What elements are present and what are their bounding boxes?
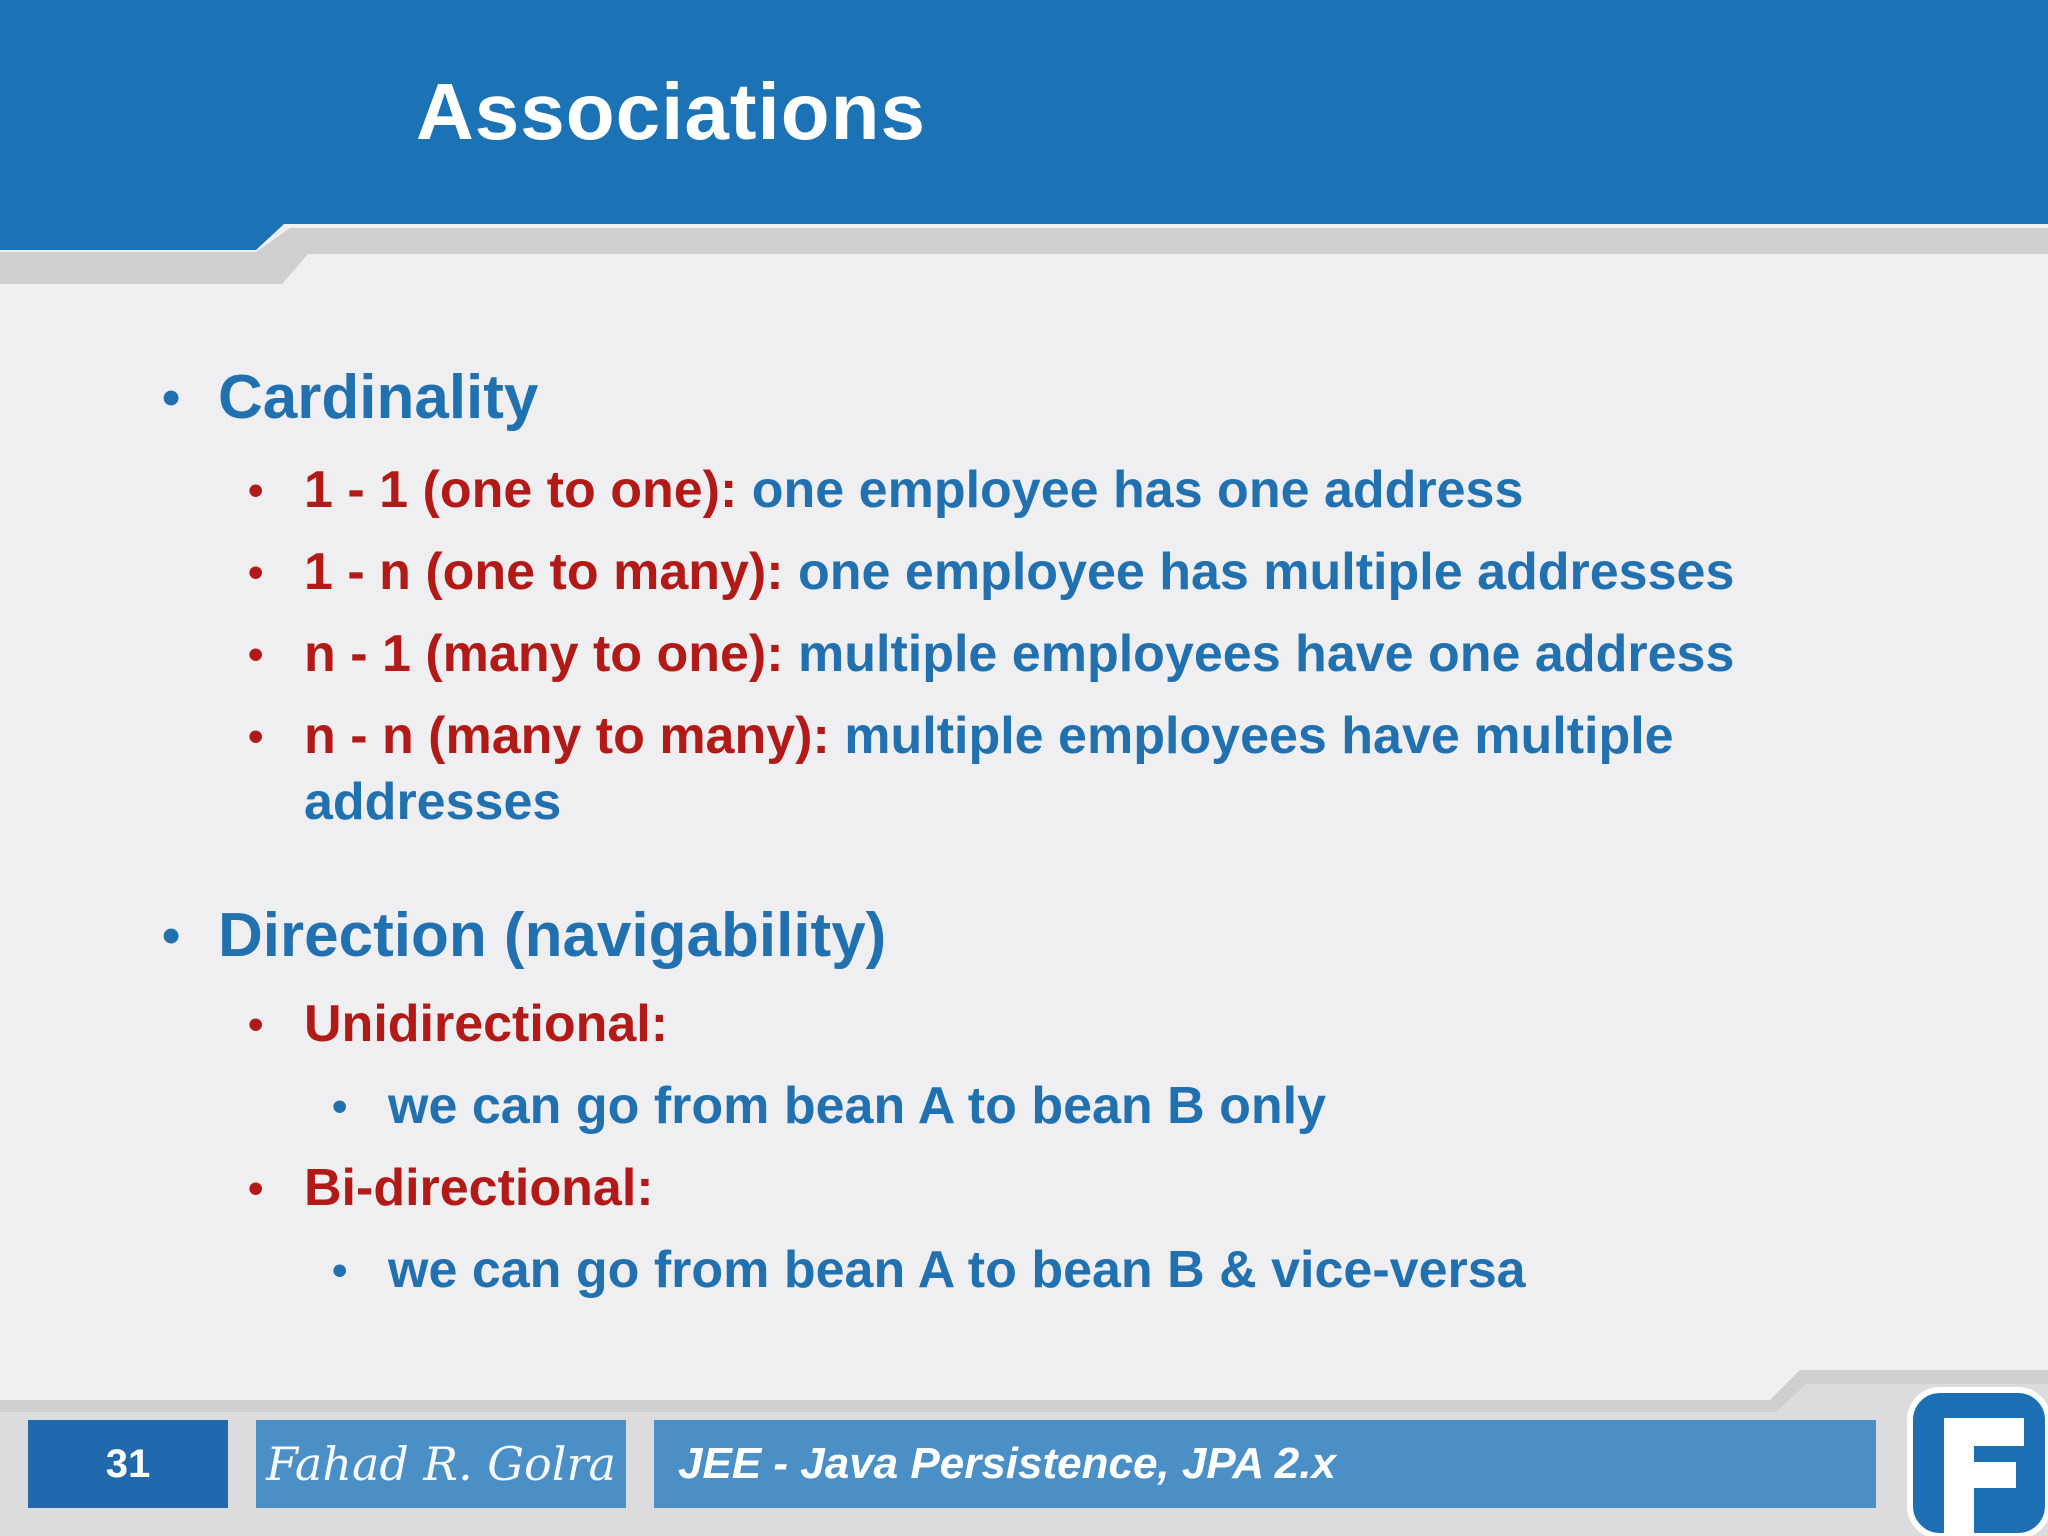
bullet: •	[248, 548, 264, 597]
bullet: •	[332, 1082, 348, 1131]
author-signature: Fahad R. Golra	[266, 1437, 616, 1491]
page-number: 31	[28, 1420, 228, 1508]
cardinality-term: n - 1 (many to one):	[304, 625, 784, 683]
cardinality-desc: one employee has multiple addresses	[783, 543, 1735, 601]
direction-term: Bi-directional:	[304, 1159, 654, 1217]
cardinality-desc: one employee has one address	[737, 461, 1524, 519]
cardinality-term: 1 - 1 (one to one):	[304, 461, 738, 519]
list-item	[304, 460, 1523, 520]
list-item	[304, 542, 1734, 602]
direction-term: Unidirectional:	[304, 995, 669, 1053]
slide-title: Associations	[416, 67, 926, 156]
direction-sub: we can go from bean A to bean B only	[388, 1077, 1327, 1135]
bullet: •	[248, 1000, 264, 1049]
list-item	[304, 706, 1674, 766]
cardinality-desc: multiple employees have one address	[783, 625, 1735, 683]
logo-f-icon	[1904, 1384, 2048, 1536]
bullet: •	[162, 907, 181, 965]
course-title: JEE - Java Persistence, JPA 2.x	[678, 1439, 1336, 1488]
bullet: •	[248, 630, 264, 679]
bullet: •	[248, 1164, 264, 1213]
direction-heading: Direction (navigability)	[218, 901, 887, 970]
cardinality-term: 1 - n (one to many):	[304, 543, 784, 601]
cardinality-term: n - n (many to many):	[304, 707, 830, 765]
author-signature-box	[256, 1420, 626, 1508]
list-item	[304, 624, 1734, 684]
cardinality-heading: Cardinality	[218, 363, 539, 432]
bullet: •	[332, 1246, 348, 1295]
cardinality-desc: multiple employees have multiple	[829, 707, 1674, 765]
bullet: •	[248, 466, 264, 515]
bullet: •	[162, 369, 181, 427]
direction-sub: we can go from bean A to bean B & vice-versa	[388, 1241, 1526, 1299]
cardinality-desc-continuation: addresses	[304, 773, 562, 831]
course-title-box	[654, 1420, 1876, 1508]
bullet: •	[248, 712, 264, 761]
